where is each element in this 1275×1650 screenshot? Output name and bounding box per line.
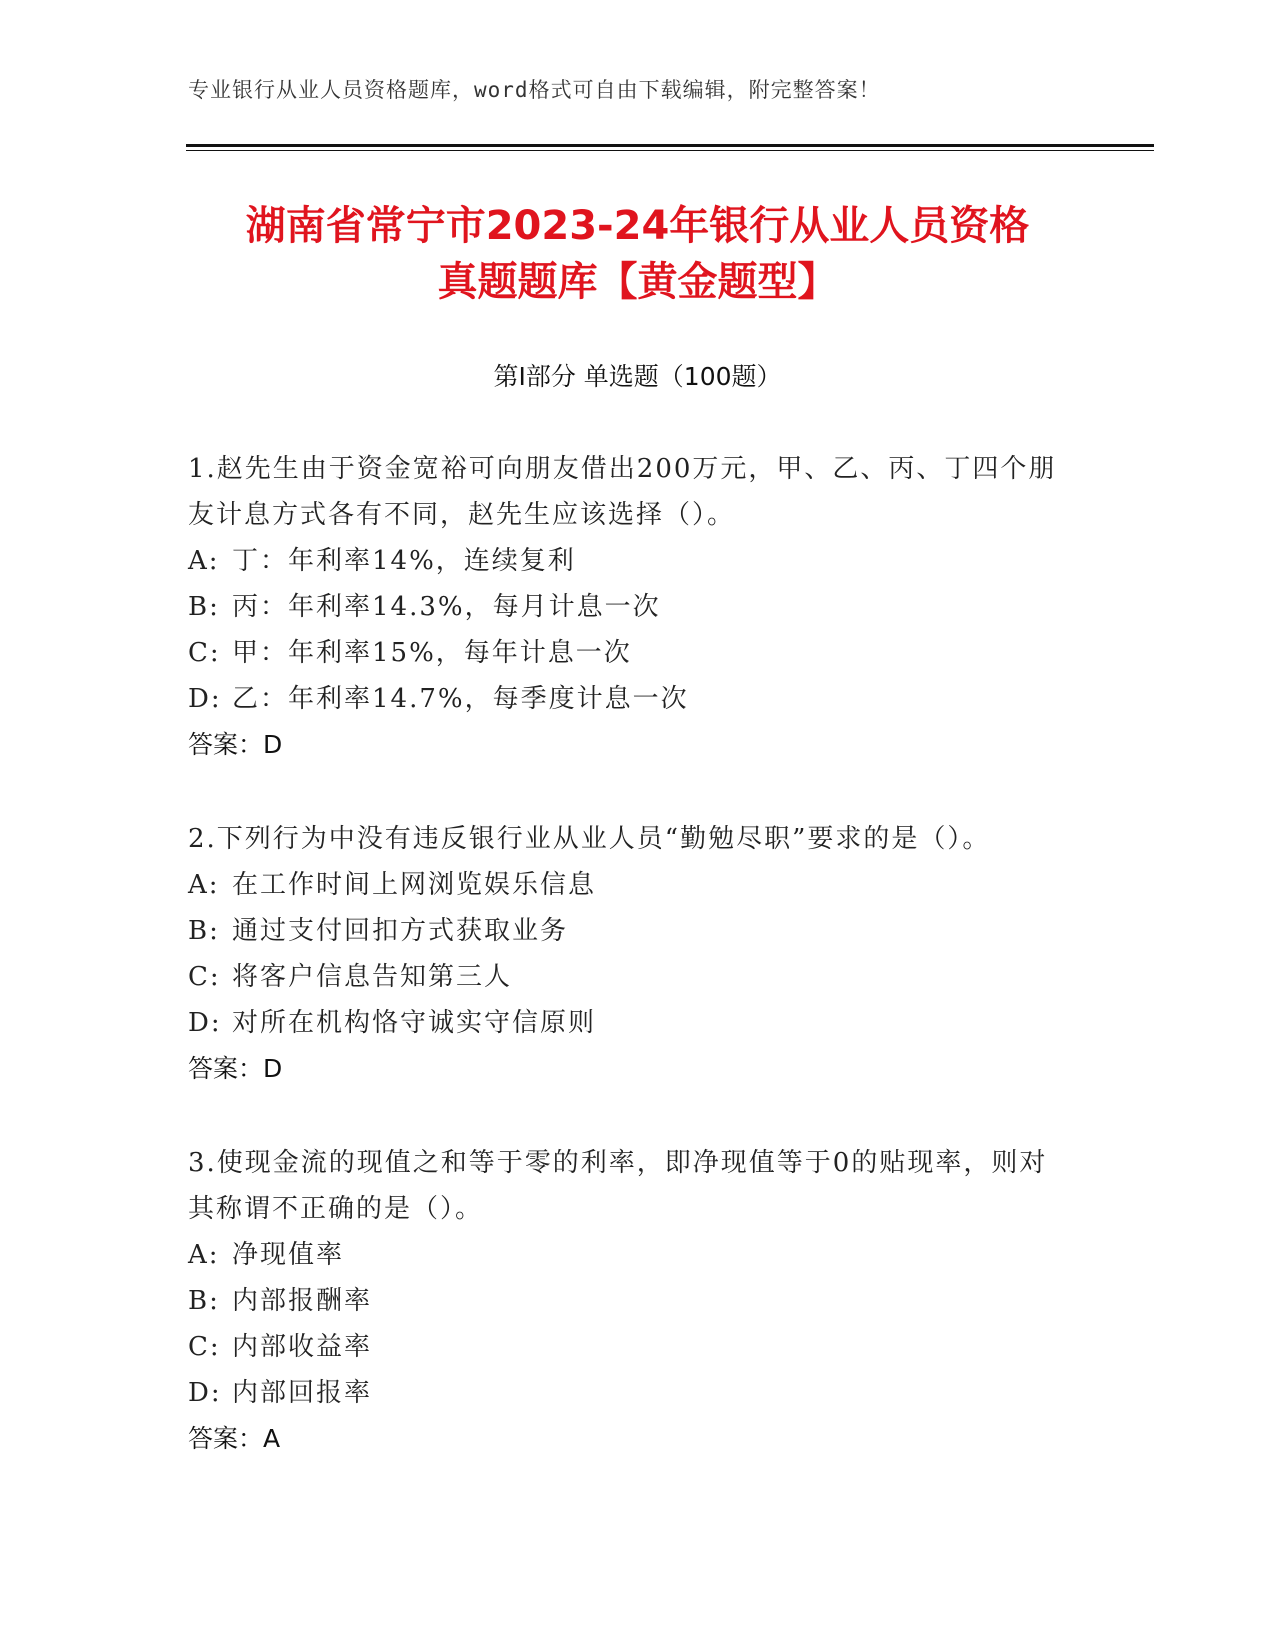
option-key: A: — [188, 870, 220, 900]
option-key: D: — [188, 1378, 222, 1408]
option-b — [188, 908, 1068, 954]
question-stem: 1.赵先生由于资金宽裕可向朋友借出200万元，甲、乙、丙、丁四个朋友计息方式各有不同，赵先生应该选择（）。 — [188, 454, 1057, 530]
option-key: C: — [188, 962, 221, 992]
option-c — [188, 1324, 1068, 1370]
option-a — [188, 538, 1068, 584]
option-key: A: — [188, 1240, 220, 1270]
option-text: 甲：年利率15%，每年计息一次 — [232, 638, 632, 668]
question-3 — [188, 1140, 1068, 1462]
answer: 答案：D — [188, 1054, 283, 1083]
title-line-1: 湖南省常宁市2023-24年银行从业人员资格 — [245, 203, 1030, 249]
option-d — [188, 1370, 1068, 1416]
question-stem: 2.下列行为中没有违反银行业从业人员“勤勉尽职”要求的是（）。 — [188, 824, 991, 854]
option-a — [188, 1232, 1068, 1278]
option-key: B: — [188, 916, 220, 946]
question-2 — [188, 816, 1068, 1092]
option-c — [188, 630, 1068, 676]
question-1 — [188, 446, 1068, 768]
option-text: 乙：年利率14.7%，每季度计息一次 — [232, 684, 689, 714]
option-key: D: — [188, 1008, 222, 1038]
option-d — [188, 1000, 1068, 1046]
answer: 答案：A — [188, 1424, 281, 1453]
option-b — [188, 584, 1068, 630]
option-text: 丙：年利率14.3%，每月计息一次 — [232, 592, 661, 622]
section-title: 第Ⅰ部分 单选题（100题） — [493, 362, 782, 391]
document-title — [150, 198, 1125, 310]
option-text: 丁：年利率14%，连续复利 — [232, 546, 576, 576]
option-d — [188, 676, 1068, 722]
answer: 答案：D — [188, 730, 283, 759]
option-key: C: — [188, 1332, 221, 1362]
header-note: 专业银行从业人员资格题库，word格式可自由下载编辑，附完整答案！ — [188, 78, 881, 102]
option-key: D: — [188, 684, 222, 714]
option-key: B: — [188, 1286, 220, 1316]
question-stem: 3.使现金流的现值之和等于零的利率，即净现值等于0的贴现率，则对其称谓不正确的是（）。 — [188, 1148, 1048, 1224]
option-a — [188, 862, 1068, 908]
option-key: C: — [188, 638, 221, 668]
option-c — [188, 954, 1068, 1000]
option-text: 将客户信息告知第三人 — [232, 962, 513, 992]
option-text: 对所在机构恪守诚实守信原则 — [232, 1008, 597, 1038]
option-text: 内部回报率 — [232, 1378, 373, 1408]
header-rule-thick — [186, 144, 1154, 147]
option-text: 在工作时间上网浏览娱乐信息 — [232, 870, 597, 900]
header-rule-thin — [186, 150, 1154, 151]
option-b — [188, 1278, 1068, 1324]
option-text: 通过支付回扣方式获取业务 — [232, 916, 569, 946]
option-text: 内部报酬率 — [232, 1286, 373, 1316]
option-text: 内部收益率 — [232, 1332, 373, 1362]
question-list — [188, 446, 1068, 1510]
option-key: A: — [188, 546, 220, 576]
option-key: B: — [188, 592, 220, 622]
option-text: 净现值率 — [232, 1240, 345, 1270]
title-line-2: 真题题库【黄金题型】 — [437, 259, 838, 305]
